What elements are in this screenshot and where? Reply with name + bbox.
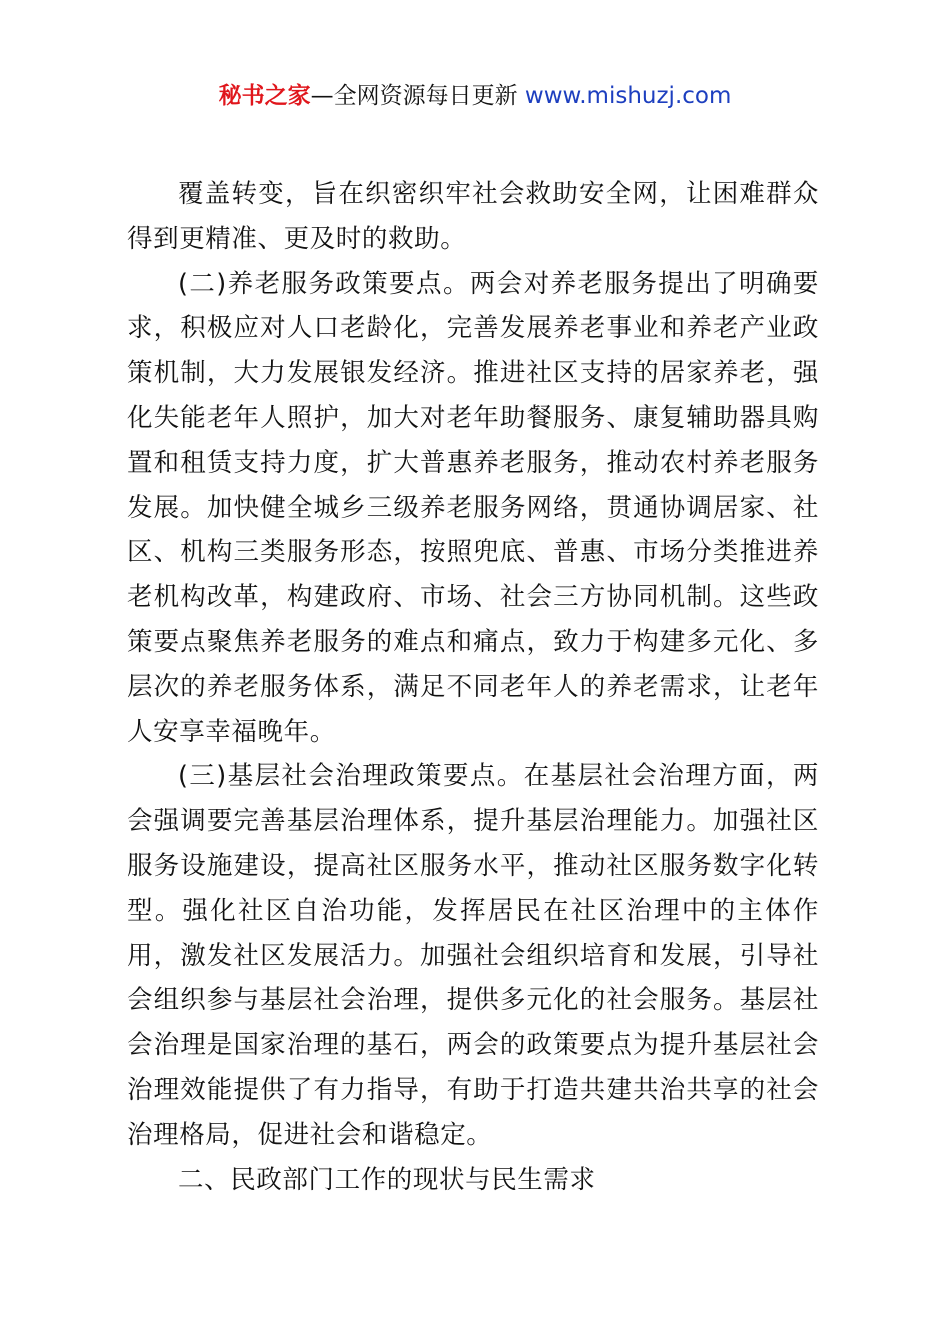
paragraph-grassroots-governance: (三)基层社会治理政策要点。在基层社会治理方面，两会强调要完善基层治理体系，提升基层治理能力。加强社区服务设施建设，提高社区服务水平，推动社区服务数字化转型。强化社区自治功能，发挥居民在社区治理中的主体作用，激发社区发展活力。加强社会组织培育和发展，引导社会组织参与基层社会治理，提供多元化的社会服务。基层社会治理是国家治理的基石，两会的政策要点为提升基层社会治理效能提供了有力指导，有助于打造共建共治共享的社会治理格局，促进社会和谐稳定。 <box>127 761 819 1150</box>
brand-name: 秘书之家 <box>218 83 311 109</box>
paragraph-elderly-care: (二)养老服务政策要点。两会对养老服务提出了明确要求，积极应对人口老龄化，完善发展养老事业和养老产业政策机制，大力发展银发经济。推进社区支持的居家养老，强化失能老年人照护，加大对老年助餐服务、康复辅助器具购置和租赁支持力度，扩大普惠养老服务，推动农村养老服务发展。加快健全城乡三级养老服务网络，贯通协调居家、社区、机构三类服务形态，按照兜底、普惠、市场分类推进养老机构改革，构建政府、市场、社会三方协同机制。这些政策要点聚焦养老服务的难点和痛点，致力于构建多元化、多层次的养老服务体系，满足不同老年人的养老需求，让老年人安享幸福晚年。 <box>127 268 819 747</box>
document-body <box>127 172 819 1202</box>
site-url-link[interactable]: www.mishuzj.com <box>524 83 732 109</box>
paragraph-continued: 覆盖转变，旨在织密织牢社会救助安全网，让困难群众得到更精准、更及时的救助。 <box>127 179 819 254</box>
header-tagline: —全网资源每日更新 <box>310 83 518 109</box>
page-header <box>0 80 950 112</box>
section-heading: 二、民政部门工作的现状与民生需求 <box>178 1164 596 1195</box>
